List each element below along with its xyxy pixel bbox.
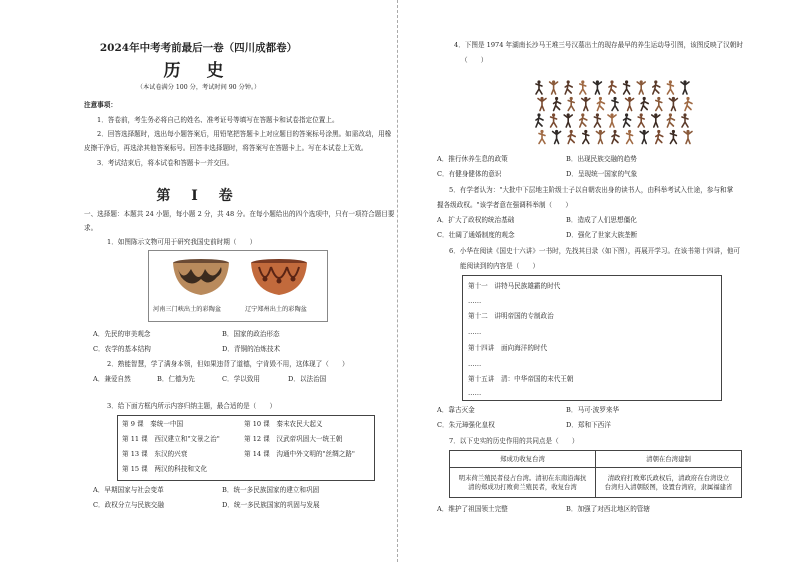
daoyin-figure-body	[554, 100, 561, 111]
daoyin-figure-body	[565, 84, 572, 95]
daoyin-figure-head	[596, 80, 599, 83]
q4-option: A．推行休养生息的政策	[437, 155, 508, 163]
q7-header: 清朝在台湾建制	[596, 451, 742, 468]
q3-lesson: 第 13 课 东汉的兴衰	[122, 450, 188, 458]
q2-stem: 2．熟能智慧，学了满身本领，但如果违背了道德，宁肯毁不用，这体现了（ ）	[107, 360, 349, 368]
q4-option: C．有健身健体的意识	[437, 170, 502, 178]
daoyin-figure-head	[654, 113, 657, 116]
daoyin-figure-body	[539, 133, 545, 144]
score-info: （本试卷满分 100 分，考试时间 90 分钟。）	[136, 84, 261, 91]
daoyin-figure-head	[640, 113, 643, 116]
q3-stem: 3．给下面方框内所示内容归纳主题，最合适的是（ ）	[107, 402, 277, 410]
daoyin-figure-head	[584, 130, 587, 133]
daoyin-figure-body	[593, 82, 601, 94]
daoyin-figure-body	[551, 117, 557, 128]
q7-option: B．加强了对西北地区的管辖	[566, 505, 650, 513]
q6-stem: 6．小华在阅读《国史十六讲》一书时，先找其目录（如下图），再展开学习。在该书第十四讲，他可	[449, 247, 741, 255]
q6-option: A．靠古灭金	[437, 406, 475, 414]
daoyin-figure-head	[581, 113, 584, 116]
q4-option: D．呈现统一国家的气象	[566, 170, 638, 178]
exam-subject: 历 史	[163, 61, 234, 81]
daoyin-figure-body	[624, 117, 631, 128]
q4-stem: （ ）	[461, 56, 488, 64]
daoyin-figure-body	[637, 82, 645, 94]
daoyin-figure-body	[640, 132, 648, 144]
daoyin-figure-body	[564, 115, 572, 127]
q3-option: D．统一多民族国家的巩固与发展	[222, 501, 320, 509]
daoyin-figure-head	[643, 97, 646, 100]
q5-option: B．造成了人们思想僵化	[566, 216, 637, 224]
daoyin-figure-body	[608, 115, 616, 127]
daoyin-figure-body	[582, 99, 590, 111]
q7-cell	[450, 468, 596, 498]
q6-stem: 能阅读到的内容是（ ）	[460, 262, 540, 270]
q7-option: A．维护了祖国领土完整	[437, 505, 508, 513]
painted-pottery-basin-1	[169, 257, 233, 297]
q3-option: B．统一多民族国家的建立和巩固	[222, 486, 320, 494]
daoyin-figure-head	[567, 80, 570, 83]
daoyin-figure-head	[654, 80, 657, 83]
q5-option: D．强化了世家大族垄断	[566, 231, 638, 239]
daoyin-figure-head	[672, 130, 675, 133]
exam-title: 2024年中考考前最后一卷（四川成都卷）	[99, 42, 298, 54]
q2-option: D．以法治国	[288, 375, 327, 383]
daoyin-figure-body	[638, 117, 644, 128]
daoyin-figure-head	[537, 80, 540, 83]
q6-lecture: 第十四讲 面向海洋的时代	[468, 344, 548, 352]
q2-option: B．仁德为先	[157, 375, 195, 383]
daoyin-figure-body	[609, 84, 616, 95]
q1-option: C．农学的基本结构	[93, 345, 151, 353]
q1-stem: 1．如图陈示文物可用于研究我国史前时期（ ）	[107, 238, 257, 246]
daoyin-figure-head	[555, 97, 558, 100]
daoyin-figure-head	[555, 130, 558, 133]
daoyin-figure-body	[641, 100, 648, 111]
daoyin-figure-body	[596, 132, 604, 144]
daoyin-figure-head	[610, 113, 613, 116]
q1-option: A．先民的审美观念	[93, 330, 151, 338]
q3-lesson: 第 9 课 秦统一中国	[122, 420, 184, 428]
notice-item: 2．回答选择题时，选出每小题答案后，用铅笔把答题卡上对应题目的答案标号涂黑。如需改动，用橡	[97, 130, 392, 138]
daoyin-figure-head	[613, 97, 616, 100]
q3-lesson: 第 11 课 西汉建立和"文景之治"	[122, 435, 220, 443]
daoyin-figure-body	[583, 133, 589, 144]
daoyin-figure-head	[581, 80, 584, 83]
daoyin-figure-body	[580, 84, 586, 95]
daoyin-figure-head	[599, 130, 602, 133]
daoyin-figure-head	[552, 80, 555, 83]
daoyin-figure-head	[683, 113, 686, 116]
q3-lesson-box	[117, 415, 375, 481]
daoyin-figure-body	[684, 132, 692, 144]
daoyin-figure-head	[567, 113, 570, 116]
q4-stem: 4．下图是 1974 年湖南长沙马王堆三号汉墓出土的现存最早的养生运动导引图，该图反映了汉朝时	[454, 41, 743, 49]
daoyin-figure-head	[669, 113, 672, 116]
daoyin-figure-body	[681, 82, 689, 94]
daoyin-figure-body	[624, 84, 630, 95]
daoyin-figure-head	[596, 113, 599, 116]
q1-option: B．国家的政治形态	[222, 330, 280, 338]
daoyin-figure-head	[628, 97, 631, 100]
daoyin-figure-body	[669, 99, 677, 111]
q7-table	[449, 450, 742, 498]
q2-option: C．学以致用	[222, 375, 261, 383]
q1-caption: 河南三门峡出土的彩陶盆	[153, 306, 222, 313]
notice-item: 皮擦干净后，再选涂其他答案标号。回答非选择题时，将答案写在答题卡上。写在本试卷上无效。	[84, 144, 368, 152]
daoyin-figure-body	[597, 100, 604, 111]
q5-option: A．扩大了政权的统治基础	[437, 216, 515, 224]
q7-cell	[596, 468, 742, 498]
daoyin-figure-head	[610, 80, 613, 83]
daoyin-figure-body	[580, 117, 587, 128]
q5-option: C．壮阔了通婚制度的观念	[437, 231, 515, 239]
daoyin-figure-head	[599, 97, 602, 100]
q7-stem: 7．以下史实的历史作用的共同点是（ ）	[449, 437, 579, 445]
q2-option: A．兼爱自然	[93, 375, 131, 383]
q1-option: D．青铜的冶炼技术	[222, 345, 281, 353]
daoyin-figure-body	[536, 117, 543, 128]
q6-option: D．郑和下西洋	[566, 421, 611, 429]
q3-lesson: 第 10 课 秦末农民大起义	[244, 420, 323, 428]
daoyin-figure-head	[570, 97, 573, 100]
daoyin-figure-body	[568, 100, 574, 111]
notice-item: 1．答卷前，考生务必将自己的姓名、准考证号等填写在答题卡和试卷指定位置上。	[97, 116, 339, 124]
daoyin-figure-body	[553, 132, 561, 144]
daoyin-figure-body	[626, 99, 634, 111]
q3-lesson: 第 15 课 两汉的科技和文化	[122, 465, 208, 473]
daoyin-figure-head	[625, 80, 628, 83]
daoyin-figure-head	[669, 80, 672, 83]
q3-lesson: 第 12 课 汉武帝巩固大一统王朝	[244, 435, 343, 443]
q6-lecture: ……	[468, 389, 482, 397]
daoyin-figure-body	[682, 117, 688, 128]
daoyin-figure-head	[640, 80, 643, 83]
section-intro: 一、选择题：本题共 24 小题，每小题 2 分，共 48 分。在每小题给出的四个选项中，只有一项符合题目要	[84, 210, 395, 218]
q1-figure	[148, 250, 328, 322]
q6-option: C．朱元璋强化皇权	[437, 421, 495, 429]
daoyin-figure-body	[670, 133, 676, 144]
daoyin-figure-head	[625, 113, 628, 116]
daoyin-figure-body	[667, 84, 673, 95]
daoyin-figure-head	[540, 97, 543, 100]
daoyin-figure-head	[657, 130, 660, 133]
q6-option: B．马可·波罗来华	[566, 406, 620, 414]
daoyin-figure-body	[667, 117, 674, 128]
daoyin-figure-body	[536, 84, 542, 95]
q7-cell-line: 清政府打败郑氏政权后，清政府在台湾设立	[607, 473, 730, 482]
q5-stem: 握各级政权。"该学者意在强调科举制（ ）	[437, 201, 572, 209]
daoyin-figure-head	[657, 97, 660, 100]
daoyin-figure-head	[672, 97, 675, 100]
q6-lecture: 第十五讲 清：中华帝国的末代王朝	[468, 375, 574, 383]
daoyin-figure-body	[627, 133, 633, 144]
q6-lecture: ……	[468, 360, 482, 368]
daoyin-figure-body	[656, 100, 662, 111]
daoyin-figure-head	[686, 130, 689, 133]
q6-lecture: 第十二 讲明帝国的专制政治	[468, 312, 554, 320]
daoyin-figure-head	[540, 130, 543, 133]
daoyin-figure-body	[568, 133, 575, 144]
section-intro: 求。	[84, 224, 98, 232]
q6-toc-box	[462, 275, 722, 401]
notice-heading: 注意事项：	[84, 101, 117, 109]
q6-lecture: 第十一 讲特马民族雄霸的时代	[468, 282, 561, 290]
painted-pottery-basin-2	[247, 257, 311, 297]
daoyin-figure-body	[550, 82, 558, 94]
q3-lesson: 第 14 课 沟通中外文明的"丝绸之路"	[244, 450, 355, 458]
q1-caption: 辽宁郑州出土的彩陶盆	[245, 306, 307, 313]
daoyin-figure-body	[612, 100, 618, 111]
daoyin-figure-head	[613, 130, 616, 133]
q3-option: C．政权分立与民族交融	[93, 501, 164, 509]
daoyin-figure-body	[685, 100, 692, 111]
daoyin-figure-body	[538, 99, 546, 111]
daoyin-figure-body	[652, 115, 660, 127]
q4-daoyin-figure-image	[530, 76, 694, 146]
q7-cell-line: 清的郑成功打败荷兰殖民者，收复台湾	[468, 482, 577, 491]
daoyin-figure-head	[643, 130, 646, 133]
q5-stem: 5．有学者认为："大批中下层地主阶级士子以自朝农出身的读书人，由科举考试入仕途，参与和掌	[449, 186, 734, 194]
daoyin-figure-head	[570, 130, 573, 133]
daoyin-figure-head	[537, 113, 540, 116]
section-title: 第 I 卷	[156, 188, 241, 204]
daoyin-figure-body	[612, 133, 619, 144]
q4-option: B．出现民族交融的趋势	[566, 155, 637, 163]
q6-lecture: ……	[468, 297, 482, 305]
q6-lecture: ……	[468, 328, 482, 336]
daoyin-figure-body	[653, 84, 660, 95]
daoyin-figure-body	[594, 117, 600, 128]
notice-item: 3．考试结束后，将本试卷和答题卡一并交回。	[97, 159, 234, 167]
q3-option: A．早期国家与社会变革	[93, 486, 164, 494]
q7-cell-line: 台湾归入清朝版图，设置台湾府，隶属福建省	[604, 482, 733, 491]
daoyin-figure-body	[656, 133, 663, 144]
daoyin-figure-head	[628, 130, 631, 133]
daoyin-figure-head	[683, 80, 686, 83]
daoyin-figure-head	[686, 97, 689, 100]
daoyin-figure-head	[584, 97, 587, 100]
q7-header: 郑成功收复台湾	[450, 451, 596, 468]
daoyin-figure-head	[552, 113, 555, 116]
q7-cell-line: 明末荷兰殖民者侵占台湾。清初在东南沿海抗	[458, 473, 587, 482]
